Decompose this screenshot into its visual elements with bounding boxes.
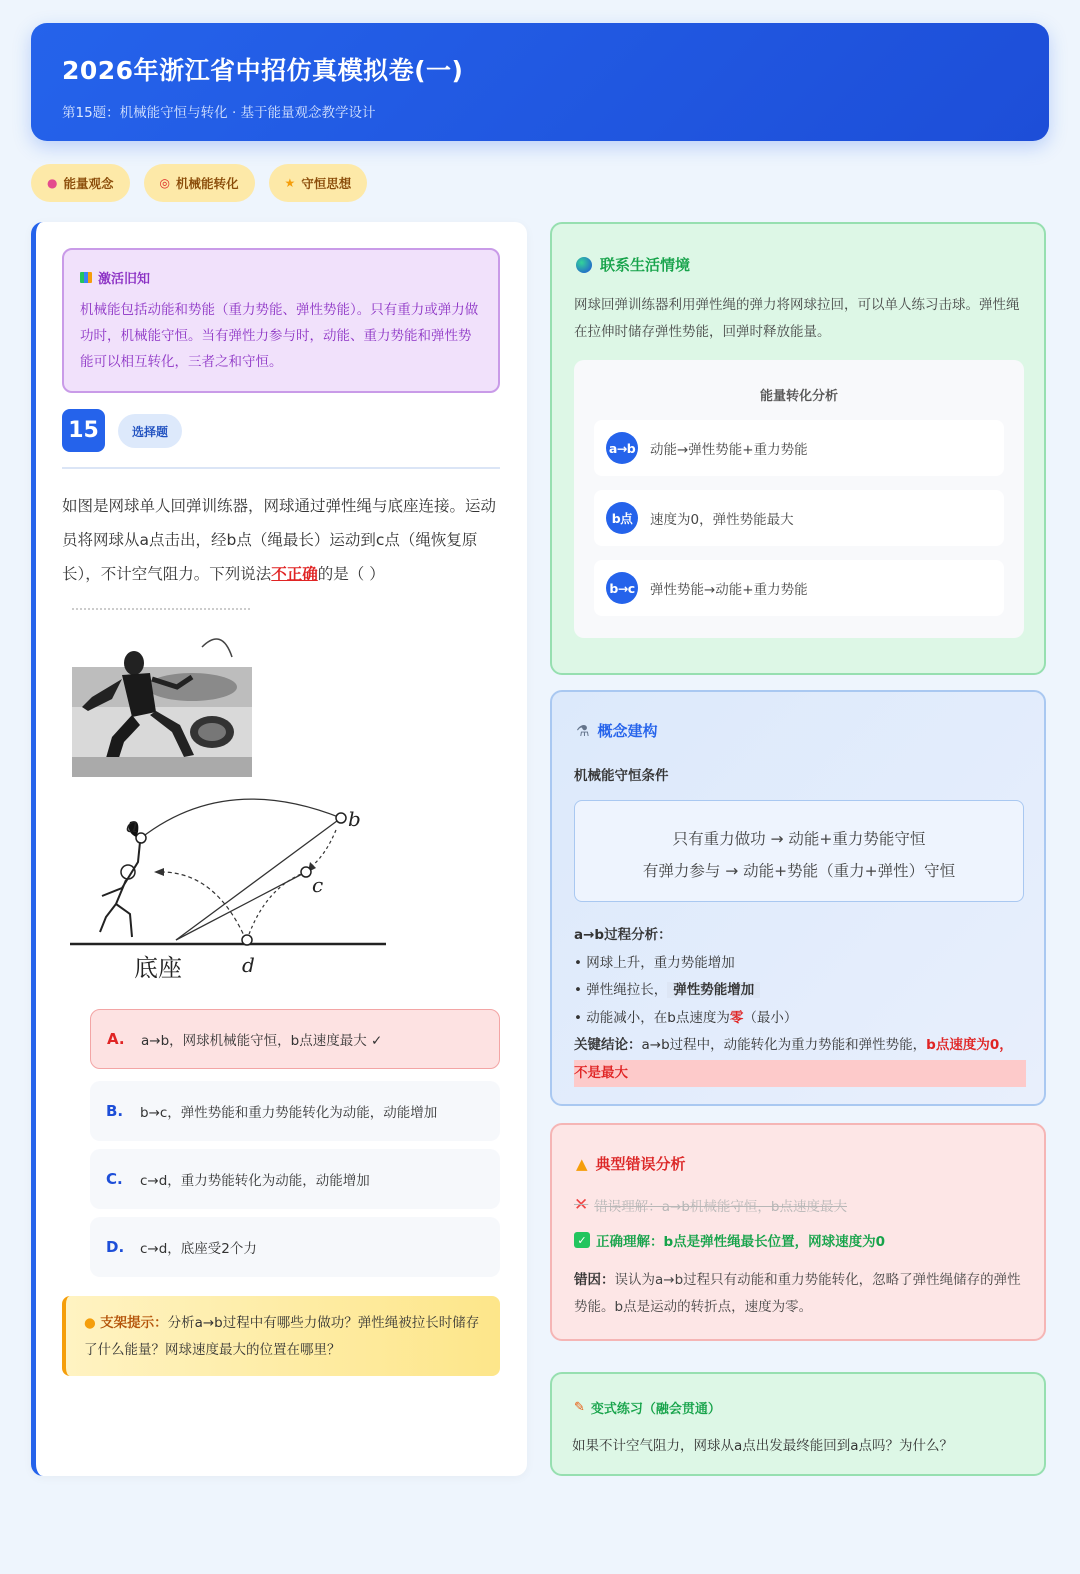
memo-icon: ✎ — [574, 1400, 585, 1415]
tag-mechanical-conversion: ◎ 机械能转化 — [144, 164, 255, 202]
concept-card — [550, 690, 1046, 1106]
question-type-badge: 选择题 — [118, 414, 182, 448]
option-b[interactable]: B. b→c，弹性势能和重力势能转化为动能，动能增加 — [90, 1081, 500, 1141]
life-description: 网球回弹训练器利用弹性绳的弹力将网球拉回，可以单人练习击球。弹性绳在拉伸时储存弹性势能，回弹时释放能量。 — [574, 297, 1020, 340]
error-analysis-card — [550, 1123, 1046, 1341]
wrong-understanding: ✕ 错误理解：a→b机械能守恒，b点速度最大 — [574, 1195, 847, 1215]
tag-energy-concept: ● 能量观念 — [31, 164, 130, 202]
error-title: 典型错误分析 — [595, 1155, 686, 1173]
stage-badge: b点 — [606, 502, 638, 534]
page-header — [31, 23, 1049, 141]
option-c[interactable]: C. c→d，重力势能转化为动能，动能增加 — [90, 1149, 500, 1209]
label-base: 底座 — [134, 954, 182, 982]
analysis-row: a→b 动能→弹性势能+重力势能 — [594, 420, 1004, 476]
activate-prior-knowledge — [62, 248, 500, 393]
label-c: c — [312, 873, 324, 897]
microscope-icon: ⚗ — [576, 721, 590, 740]
variant-practice-card — [550, 1372, 1046, 1476]
label-b: b — [348, 807, 361, 831]
question-stem: 如图是网球单人回弹训练器，网球通过弹性绳与底座连接。运动员将网球从a点击出，经b点（绳最长）运动到c点（绳恢复原长），不计空气阻力。下列说法不正确的是（ ） — [62, 497, 497, 583]
analysis-title: 能量转化分析 — [759, 389, 838, 404]
label-a: a — [126, 813, 138, 837]
stage-badge: a→b — [606, 432, 638, 464]
activate-title: 激活旧知 — [98, 272, 151, 287]
error-reason: 错因：误认为a→b过程只有动能和重力势能转化，忽略了弹性绳储存的弹性势能。b点是运动的转折点，速度为零。 — [574, 1272, 1021, 1315]
check-icon: ✓ — [574, 1232, 590, 1248]
target-icon: ◎ — [159, 176, 170, 190]
label-d: d — [242, 953, 255, 977]
stage-badge: b→c — [606, 572, 638, 604]
concept-title: 概念建构 — [597, 722, 658, 740]
page-subtitle: 第15题：机械能守恒与转化 · 基于能量观念教学设计 — [62, 105, 376, 121]
globe-icon — [576, 257, 592, 273]
warning-icon: ▲ — [576, 1154, 588, 1173]
life-context-card — [550, 222, 1046, 675]
conservation-formula: 只有重力做功 → 动能+重力势能守恒 有弹力参与 → 动能+势能（重力+弹性）守恒 — [574, 800, 1024, 902]
question-number: 15 — [62, 409, 105, 452]
analysis-row: b→c 弹性势能→动能+重力势能 — [594, 560, 1004, 616]
books-icon — [80, 272, 92, 283]
tennis-photo — [72, 607, 252, 777]
emphasis-not-correct: 不正确 — [271, 565, 318, 583]
ab-analysis: a→b过程分析： • 网球上升，重力势能增加 • 弹性绳拉长， 弹性势能增加 • 动能减小，在b点速度为零（最小） 关键结论：a→b过程中，动能转化为重力势能和弹性势能，b点速度为0， 不是最大 — [574, 922, 1026, 1087]
tag-list — [31, 164, 367, 202]
concept-subtitle: 机械能守恒条件 — [574, 768, 669, 784]
practice-title: 变式练习（融会贯通） — [590, 1402, 721, 1417]
lightbulb-icon: ● — [84, 1315, 96, 1331]
trajectory-diagram — [66, 792, 396, 982]
tag-conservation: ★ 守恒思想 — [269, 164, 368, 202]
practice-question: 如果不计空气阻力，网球从a点出发最终能回到a点吗？为什么？ — [572, 1438, 954, 1454]
star-icon: ★ — [284, 176, 296, 190]
energy-analysis — [574, 360, 1024, 638]
activate-body: 机械能包括动能和势能（重力势能、弹性势能）。只有重力或弹力做功时，机械能守恒。当有弹性力参与时，动能、重力势能和弹性势能可以相互转化，三者之和守恒。 — [80, 302, 479, 370]
brain-icon: ● — [47, 176, 58, 190]
cross-icon: ✕ — [574, 1195, 589, 1215]
option-d[interactable]: D. c→d，底座受2个力 — [90, 1217, 500, 1277]
life-title: 联系生活情境 — [600, 256, 691, 274]
divider — [62, 467, 500, 469]
scaffold-hint: ● 支架提示：分析a→b过程中有哪些力做功？弹性绳被拉长时储存了什么能量？网球速度最大的位置在哪里？ — [62, 1296, 500, 1376]
question-card — [31, 222, 527, 1476]
option-a[interactable]: A. a→b，网球机械能守恒，b点速度最大 ✓ — [90, 1009, 500, 1069]
correct-understanding: ✓ 正确理解：b点是弹性绳最长位置，网球速度为0 — [574, 1230, 885, 1250]
page-title: 2026年浙江省中招仿真模拟卷(一) — [62, 56, 464, 85]
analysis-row: b点 速度为0，弹性势能最大 — [594, 490, 1004, 546]
